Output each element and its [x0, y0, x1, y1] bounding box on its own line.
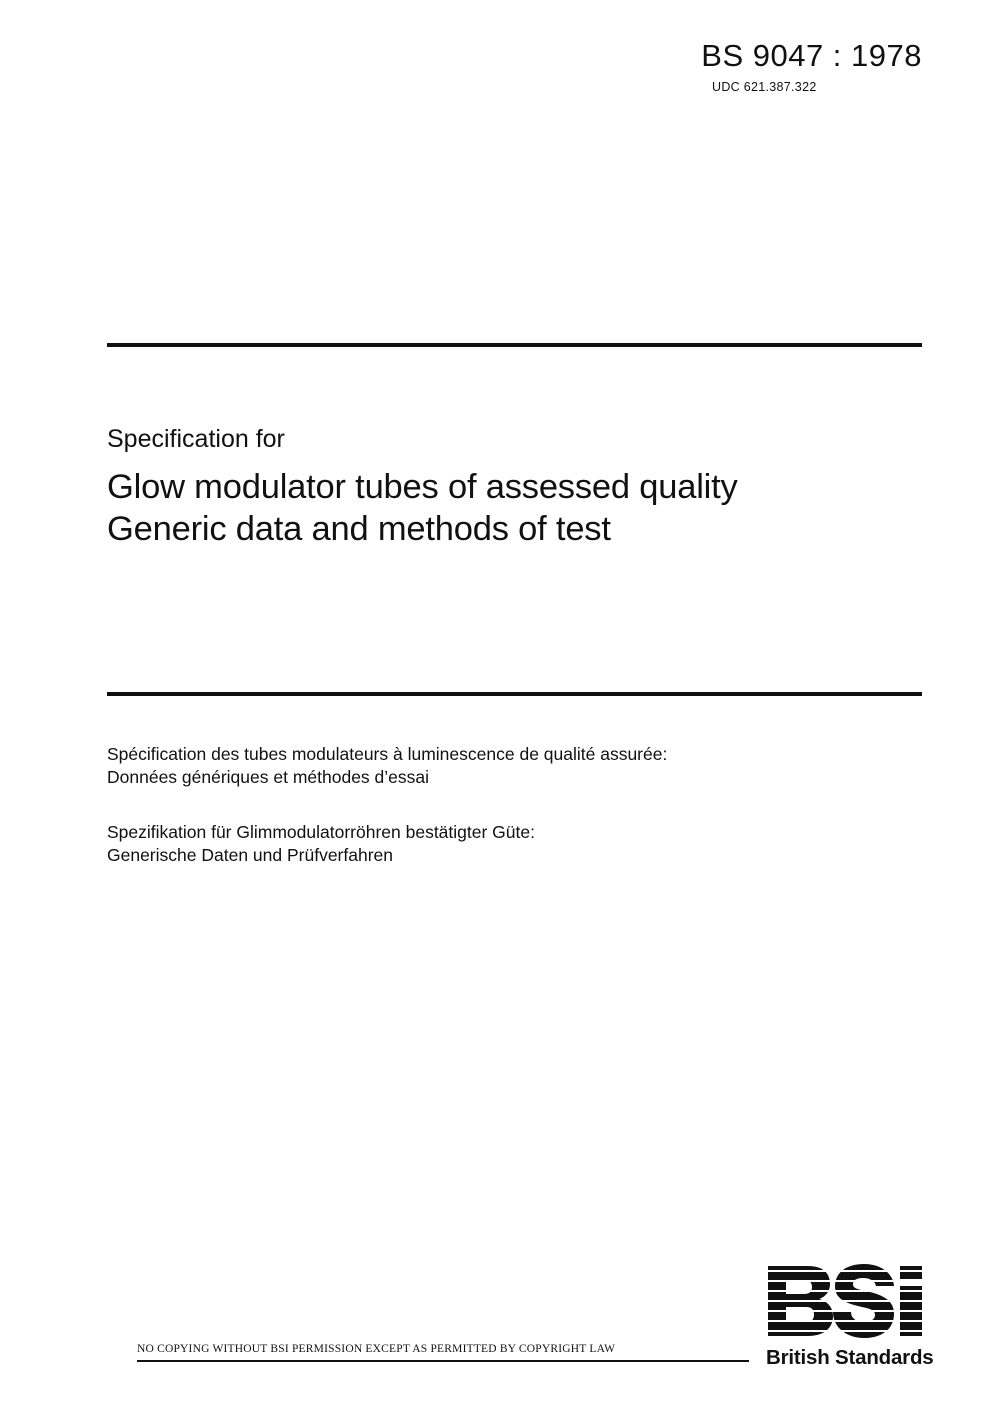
title-line-2: Generic data and methods of test — [107, 510, 611, 548]
title-line-1: Glow modulator tubes of assessed quality — [107, 468, 738, 506]
copyright-notice: NO COPYING WITHOUT BSI PERMISSION EXCEPT AS PERMITTED BY COPYRIGHT LAW — [137, 1343, 616, 1355]
bsi-logo-caption: British Standards — [766, 1346, 934, 1369]
copyright-underline — [137, 1360, 749, 1362]
title-prefix: Specification for — [107, 425, 285, 453]
french-title-line-1: Spécification des tubes modulateurs à luminescence de qualité assurée: — [107, 744, 668, 764]
french-title-line-2: Données génériques et méthodes d’essai — [107, 767, 430, 787]
middle-divider — [107, 692, 922, 696]
bsi-logo-mark — [766, 1262, 946, 1342]
german-title-line-1: Spezifikation für Glimmodulatorröhren bestätigter Güte: — [107, 822, 535, 842]
german-title-line-2: Generische Daten und Prüfverfahren — [107, 845, 393, 865]
top-divider — [107, 343, 922, 347]
standard-number: BS 9047 : 1978 — [701, 38, 922, 73]
udc-code: UDC 621.387.322 — [712, 80, 817, 94]
bsi-logo — [762, 1262, 946, 1370]
